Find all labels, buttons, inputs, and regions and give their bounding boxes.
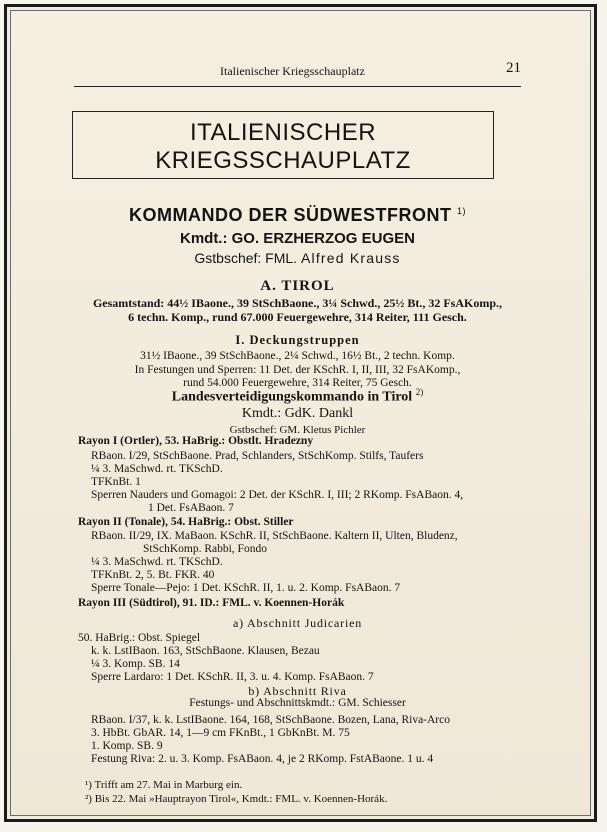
rayon-line: Sperren Nauders und Gomagoi: 2 Det. der KSchR. I, III; 2 RKomp. FsABaon. 4, xyxy=(91,489,464,501)
deckungstruppen-line-2: In Festungen und Sperren: 11 Det. der KSchR. I, II, III, 32 FsAKomp., xyxy=(134,364,461,376)
rayon-line: TFKnBt. 1 xyxy=(91,476,141,488)
abschnitt-a-heading: a) Abschnitt Judicarien xyxy=(232,616,363,630)
abschnitt-a-line: Sperre Lardaro: 1 Det. KSchR. II, 3. u. 4. Komp. FsABaon. 7 xyxy=(91,671,374,683)
abschnitt-a-line: k. k. LstIBaon. 163, StSchBaone. Klausen, Bezau xyxy=(91,645,320,657)
deckungstruppen-line-1: 31½ IBaone., 39 StSchBaone., 2¼ Schwd., 16½ Bt., 2 techn. Komp. xyxy=(140,350,455,362)
kommando-heading xyxy=(74,205,521,226)
rayon-line: ¼ 3. MaSchwd. rt. TKSchD. xyxy=(91,463,223,475)
chapter-title-box xyxy=(72,111,494,179)
rayon-line: RBaon. II/29, IX. MaBaon. KSchR. II, StSchBaone. Kaltern II, Ulten, Bludenz, xyxy=(91,530,458,542)
abschnitt-b-line: 1. Komp. SB. 9 xyxy=(91,740,163,752)
lvk-footnote-marker: 2) xyxy=(415,387,424,397)
page-number: 21 xyxy=(506,60,521,76)
gesamtstand-line-1: Gesamtstand: 44½ IBaone., 39 StSchBaone., 3¼ Schwd., 25½ Bt., 32 FsAKomp., xyxy=(92,296,503,310)
gesamtstand-line-2: 6 techn. Komp., rund 67.000 Feuergewehre, 314 Reiter, 111 Gesch. xyxy=(128,310,467,324)
rayon-line: StSchKomp. Rabbi, Fondo xyxy=(143,543,267,555)
kommando-chief-name: Alfred Krauss xyxy=(300,250,401,266)
running-head: Italienischer Kriegsschauplatz xyxy=(220,64,365,78)
abschnitt-b-line: 3. HbBt. GbAR. 14, 1—9 cm FKnBt., 1 GbKnBt. M. 75 xyxy=(91,727,350,739)
rayon-line: TFKnBt. 2, 5. Bt. FKR. 40 xyxy=(91,569,215,581)
abschnitt-b-heading: b) Abschnitt Riva xyxy=(248,684,347,698)
abschnitt-b-line: RBaon. I/37, k. k. LstIBaone. 164, 168, StSchBaone. Bozen, Lana, Riva-Arco xyxy=(91,714,450,726)
deckungstruppen-line-3: rund 54.000 Feuergewehre, 314 Reiter, 75 Gesch. xyxy=(183,377,412,389)
kommando-footnote-marker: 1) xyxy=(456,206,466,216)
rayon-line: Rayon I (Ortler), 53. HaBrig.: Obstlt. Hradezny xyxy=(78,435,314,447)
kommando-heading-text: KOMMANDO DER SÜDWESTFRONT xyxy=(128,205,452,225)
section-a-heading: A. TIROL xyxy=(260,278,335,294)
lvk-heading xyxy=(74,387,521,406)
chapter-title-line1: ITALIENISCHER xyxy=(189,119,377,146)
abschnitt-a-line: ¼ 3. Komp. SB. 14 xyxy=(91,658,180,670)
rayon-line: Rayon III (Südtirol), 91. ID.: FML. v. Koennen-Horák xyxy=(78,597,345,609)
header-rule xyxy=(74,86,521,87)
footnote: ²) Bis 22. Mai »Hauptrayon Tirol«, Kmdt.: FML. v. Koennen-Horák. xyxy=(85,793,388,805)
rayon-line: RBaon. I/29, StSchBaone. Prad, Schlanders, StSchKomp. Stilfs, Taufers xyxy=(91,450,424,462)
abschnitt-b-subheading: Festungs- und Abschnittskmdt.: GM. Schiesser xyxy=(189,697,406,709)
rayon-line: 1 Det. FsABaon. 7 xyxy=(148,502,234,514)
deckungstruppen-heading: I. Deckungstruppen xyxy=(235,333,360,347)
lvk-commander: Kmdt.: GdK. Dankl xyxy=(241,406,354,421)
rayon-line: ¼ 3. MaSchwd. rt. TKSchD. xyxy=(91,556,223,568)
rayon-line: Rayon II (Tonale), 54. HaBrig.: Obst. Stiller xyxy=(78,516,294,528)
footnote: ¹) Trifft am 27. Mai in Marburg ein. xyxy=(85,779,243,791)
chapter-title-line2: KRIEGSSCHAUPLATZ xyxy=(155,147,411,174)
rayon-line: Sperre Tonale—Pejo: 1 Det. KSchR. II, 1. u. 2. Komp. FsABaon. 7 xyxy=(91,582,401,594)
abschnitt-b-line: Festung Riva: 2. u. 3. Komp. FsABaon. 4, je 2 RKomp. FstABaone. 1 u. 4 xyxy=(91,753,434,765)
lvk-heading-text: Landesverteidigungskommando in Tirol xyxy=(171,389,413,405)
kommando-chief-of-staff xyxy=(74,250,521,266)
abschnitt-a-line: 50. HaBrig.: Obst. Spiegel xyxy=(78,632,201,644)
lvk-chief-of-staff: Gstbschef: GM. Kletus Pichler xyxy=(229,424,366,436)
kommando-commander: Kmdt.: GO. ERZHERZOG EUGEN xyxy=(179,230,415,247)
kommando-chief-label: Gstbschef: FML. xyxy=(194,250,298,266)
